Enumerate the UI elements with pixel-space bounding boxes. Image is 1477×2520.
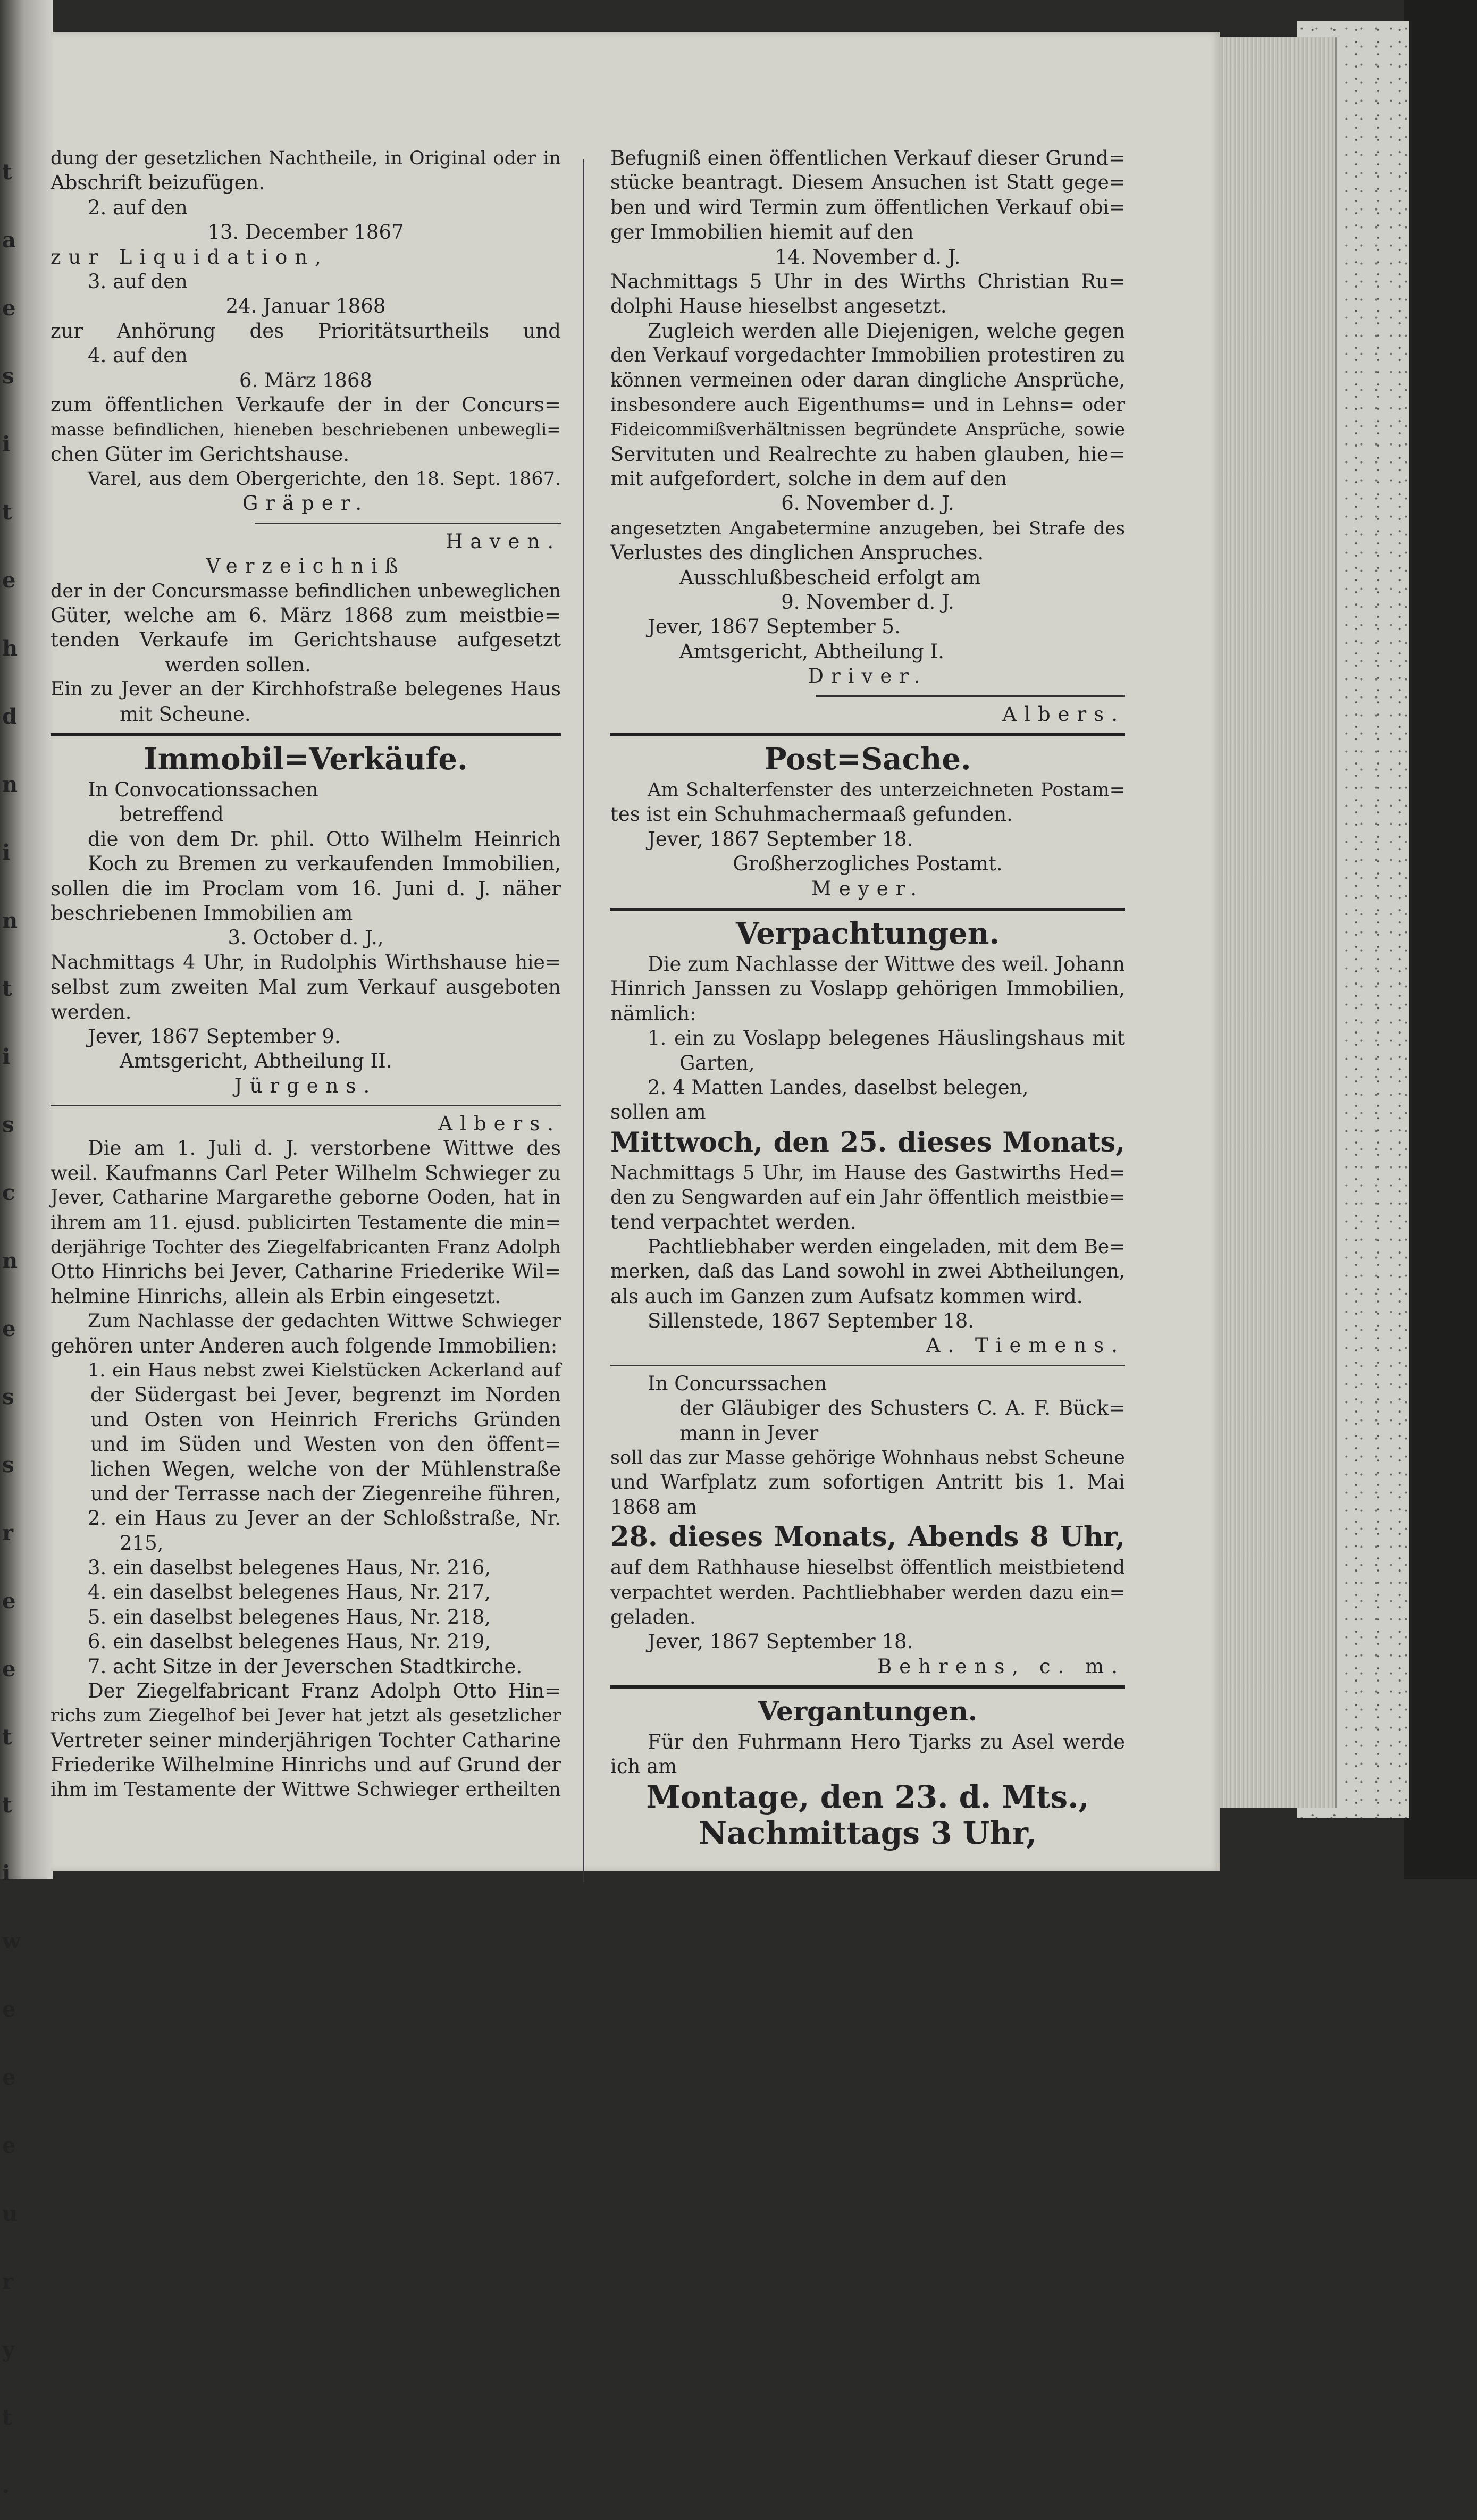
text-line: tes ist ein Schuhmachermaaß gefunden. — [610, 803, 1013, 826]
date-line: 6. November d. J. — [781, 492, 954, 515]
text-line: Jever, 1867 September 9. — [88, 1024, 341, 1048]
previous-page-letter: t — [2, 159, 12, 184]
previous-page-letter: t — [2, 1725, 12, 1750]
text-line: 1868 am — [610, 1495, 698, 1518]
text-line: ihrem am 11. ejusd. publicirten Testamente die min= — [51, 1212, 561, 1233]
previous-page-letter: i — [2, 1044, 11, 1069]
previous-page-letter: i — [2, 840, 11, 865]
text-line: Vertreter seiner minderjährigen Tochter Catharine — [51, 1728, 561, 1752]
text-line: In Concurssachen — [648, 1372, 827, 1395]
divider-rule — [610, 908, 1125, 911]
text-line: ger Immobilien hiemit auf den — [610, 221, 914, 244]
text-line: Hinrich Janssen zu Voslapp gehörigen Immobilien, — [610, 977, 1125, 1001]
text-line: können vermeinen oder daran dingliche Ansprüche, — [610, 369, 1125, 391]
text-line: Koch zu Bremen zu verkaufenden Immobilien, — [88, 852, 561, 876]
list-item: Garten, — [679, 1051, 755, 1074]
text-line: weil. Kaufmanns Carl Peter Wilhelm Schwieger zu — [51, 1161, 561, 1185]
divider-rule — [816, 695, 1125, 697]
text-line: angesetzten Angabetermine anzugeben, bei Strafe des — [610, 517, 1125, 539]
text-line: Varel, aus dem Obergerichte, den 18. Sept. 1867. — [88, 468, 561, 490]
text-line: betreffend — [120, 803, 224, 826]
text-line: auf dem Rathhause hieselbst öffentlich meistbietend — [610, 1557, 1125, 1579]
text-line: gehören unter Anderen auch folgende Immobilien: — [51, 1334, 558, 1357]
divider-rule — [610, 1685, 1125, 1689]
divider-rule — [610, 733, 1125, 736]
previous-page-letter: . — [2, 2473, 10, 2498]
text-line: 3. auf den — [88, 270, 188, 293]
text-line: Pachtliebhaber werden eingeladen, mit dem Be= — [648, 1236, 1126, 1258]
date-line: 9. November d. J. — [781, 591, 954, 614]
previous-page-letter: e — [2, 296, 16, 321]
list-item: und Osten von Heinrich Frerichs Gründen — [90, 1408, 561, 1431]
text-line: In Convocationssachen — [88, 778, 318, 801]
previous-page-letter: n — [2, 772, 18, 797]
text-line: Friederike Wilhelmine Hinrichs und auf Grund der — [51, 1753, 561, 1777]
section-heading: Verpachtungen. — [736, 915, 1000, 951]
text-line: Jever, Catharine Margarethe geborne Ooden, hat in — [51, 1187, 561, 1209]
list-item: 1. ein Haus nebst zwei Kielstücken Ackerland auf — [88, 1359, 561, 1381]
text-line: zur Liquidation, — [51, 245, 329, 268]
text-line: Nachmittags 5 Uhr, im Hause des Gastwirths Hed= — [610, 1162, 1125, 1184]
date-line: 24. Januar 1868 — [225, 295, 386, 318]
signature-line: Albers. — [1002, 702, 1125, 726]
date-line: 14. November d. J. — [775, 245, 961, 268]
previous-page-letter: t — [2, 1793, 12, 1818]
date-line: 13. December 1867 — [207, 221, 404, 244]
previous-page-edge — [0, 0, 53, 2498]
text-line: Amtsgericht, Abtheilung I. — [679, 640, 944, 663]
highlighted-date: Mittwoch, den 25. dieses Monats, — [610, 1126, 1125, 1158]
text-line: Otto Hinrichs bei Jever, Catharine Friederike Wil= — [51, 1260, 561, 1283]
text-line: Jever, 1867 September 18. — [648, 827, 913, 851]
text-line: Amtsgericht, Abtheilung II. — [120, 1049, 392, 1073]
left-column — [51, 146, 561, 1802]
list-item: 5. ein daselbst belegenes Haus, Nr. 218, — [88, 1605, 491, 1628]
text-line: Abschrift beizufügen. — [51, 171, 265, 195]
text-line: richs zum Ziegelhof bei Jever hat jetzt als gesetzlicher — [51, 1705, 561, 1727]
text-line: beschriebenen Immobilien am — [51, 901, 353, 925]
previous-page-letter: e — [2, 568, 16, 593]
signature-line: A. Tiemens. — [926, 1334, 1125, 1357]
list-item: lichen Wegen, welche von der Mühlenstraße — [90, 1457, 561, 1481]
divider-rule — [255, 523, 561, 524]
signature-line: Driver. — [808, 665, 928, 688]
divider-rule — [610, 1365, 1125, 1366]
previous-page-letter: s — [2, 1452, 14, 1477]
text-line: Großherzogliches Postamt. — [733, 852, 1003, 876]
text-line: tend verpachtet werden. — [610, 1211, 857, 1234]
column-divider — [583, 159, 584, 1882]
text-line: selbst zum zweiten Mal zum Verkauf ausgeboten — [51, 976, 561, 999]
previous-page-letter: i — [2, 1861, 11, 1886]
text-line: ben und wird Termin zum öffentlichen Verkauf obi= — [610, 196, 1125, 219]
text-line: helmine Hinrichs, allein als Erbin eingesetzt. — [51, 1284, 501, 1308]
divider-rule — [51, 1105, 561, 1106]
highlighted-time: Nachmittags 3 Uhr, — [699, 1815, 1037, 1851]
list-item: 6. ein daselbst belegenes Haus, Nr. 219, — [88, 1630, 491, 1653]
text-line: stücke beantragt. Diesem Ansuchen ist Statt gege= — [610, 172, 1125, 194]
section-heading: Vergantungen. — [758, 1695, 978, 1727]
list-item: und der Terrasse nach der Ziegenreihe führen, — [90, 1482, 561, 1505]
right-column — [610, 146, 1125, 1852]
text-line: Für den Fuhrmann Hero Tjarks zu Asel werde — [648, 1731, 1125, 1754]
text-line: der Gläubiger des Schusters C. A. F. Bück= — [679, 1397, 1125, 1420]
list-item: und im Süden und Westen von den öffent= — [90, 1433, 561, 1456]
signature-line: Jürgens. — [234, 1074, 377, 1097]
previous-page-letter: a — [2, 228, 16, 253]
previous-page-letters — [2, 138, 20, 2520]
previous-page-letter: i — [2, 432, 11, 457]
previous-page-letter: y — [2, 2337, 15, 2362]
previous-page-letter: r — [2, 2269, 14, 2294]
previous-page-letter: r — [2, 1521, 14, 1545]
text-line: die von dem Dr. phil. Otto Wilhelm Heinrich — [88, 827, 561, 851]
text-line: dolphi Hause hieselbst angesetzt. — [610, 295, 947, 318]
text-line: 2. auf den — [88, 196, 188, 219]
date-line: 6. März 1868 — [239, 368, 373, 392]
text-line: derjährige Tochter des Ziegelfabricanten Franz Adolph — [51, 1237, 561, 1258]
book-spine-shadow — [1404, 0, 1477, 1879]
date-line: 3. October d. J., — [228, 926, 384, 950]
previous-page-letter: w — [2, 1929, 21, 1954]
previous-page-letter: t — [2, 976, 12, 1001]
text-line: den zu Sengwarden auf ein Jahr öffentlich meistbie= — [610, 1187, 1125, 1209]
text-line: 4. auf den — [88, 344, 188, 367]
section-heading: Post=Sache. — [764, 741, 971, 777]
previous-page-letter: e — [2, 1316, 16, 1341]
list-item: 1. ein zu Voslapp belegenes Häuslingshaus mit — [648, 1027, 1125, 1050]
previous-page-letter: d — [2, 704, 17, 729]
list-item: der Südergast bei Jever, begrenzt im Norden — [90, 1383, 561, 1407]
text-line: tenden Verkaufe im Gerichtshause aufgesetzt — [51, 628, 561, 652]
text-line: Servituten und Realrechte zu haben glauben, hie= — [610, 442, 1125, 466]
text-line: Am Schalterfenster des unterzeichneten Postam= — [648, 779, 1125, 801]
text-line: Nachmittags 5 Uhr in des Wirths Christian Ru= — [610, 270, 1125, 293]
text-line: sollen am — [610, 1101, 706, 1124]
previous-page-letter: s — [2, 364, 14, 389]
previous-page-letter: s — [2, 1384, 14, 1409]
text-line: werden sollen. — [165, 653, 311, 676]
text-line: Jever, 1867 September 18. — [648, 1630, 913, 1653]
text-line: Befugniß einen öffentlichen Verkauf dieser Grund= — [610, 147, 1125, 170]
text-line: verpachtet werden. Pachtliebhaber werden dazu ein= — [610, 1582, 1125, 1603]
text-line: zum öffentlichen Verkaufe der in der Concurs= — [51, 393, 561, 416]
previous-page-letter: u — [2, 2201, 18, 2226]
text-line: merken, daß das Land sowohl in zwei Abtheilungen, — [610, 1261, 1125, 1283]
text-line: Der Ziegelfabricant Franz Adolph Otto Hin= — [88, 1679, 561, 1703]
signature-line: Meyer. — [811, 877, 924, 900]
previous-page-letter: e — [2, 1657, 16, 1682]
text-line: Sillenstede, 1867 September 18. — [648, 1309, 975, 1333]
previous-page-letter: e — [2, 1589, 16, 1614]
highlighted-date: 28. dieses Monats, Abends 8 Uhr, — [610, 1521, 1125, 1553]
text-line: und Warfplatz zum sofortigen Antritt bis 1. Mai — [610, 1471, 1125, 1494]
text-line: insbesondere auch Eigenthums= und in Lehns= oder — [610, 394, 1125, 416]
text-line: Ein zu Jever an der Kirchhofstraße belegenes Haus — [51, 678, 561, 701]
text-line: ihm im Testamente der Wittwe Schwieger ertheilten — [51, 1778, 561, 1801]
text-line: mit aufgefordert, solche in dem auf den — [610, 467, 1007, 491]
previous-page-letter: t — [2, 500, 12, 525]
text-line: Nachmittags 4 Uhr, in Rudolphis Wirthshause hie= — [51, 951, 561, 973]
text-line: als auch im Ganzen zum Aufsatz kommen wird. — [610, 1284, 1083, 1308]
text-line: zur Anhörung des Prioritätsurtheils und — [51, 319, 561, 342]
text-line: Fideicommißverhältnissen begründete Ansprüche, sowie — [610, 419, 1125, 440]
text-line: mit Scheune. — [120, 702, 251, 726]
text-line: Jever, 1867 September 5. — [648, 615, 901, 639]
text-line: Verlustes des dinglichen Anspruches. — [610, 541, 984, 565]
text-line: Güter, welche am 6. März 1868 zum meistbie= — [51, 604, 561, 627]
previous-page-letter: n — [2, 1248, 18, 1273]
text-line: nämlich: — [610, 1002, 696, 1025]
text-line: Die am 1. Juli d. J. verstorbene Wittwe des — [88, 1137, 561, 1160]
text-line: Die zum Nachlasse der Wittwe des weil. Johann — [648, 952, 1125, 976]
list-item: 7. acht Sitze in der Jeverschen Stadtkirche. — [88, 1654, 523, 1678]
signature-line: Haven. — [446, 530, 561, 553]
list-item: 4. ein daselbst belegenes Haus, Nr. 217, — [88, 1581, 491, 1604]
previous-page-letter: t — [2, 2405, 12, 2430]
list-item: 2. ein Haus zu Jever an der Schloßstraße, Nr. — [88, 1507, 561, 1530]
list-item: 215, — [120, 1531, 164, 1555]
signature-line: Behrens, c. m. — [877, 1654, 1125, 1678]
divider-rule — [51, 733, 561, 736]
signature-line: Gräper. — [242, 492, 370, 515]
text-line: dung der gesetzlichen Nachtheile, in Original oder in — [51, 148, 561, 169]
section-subtitle: Verzeichniß — [206, 555, 406, 578]
previous-page-letter: e — [2, 1997, 16, 2022]
text-line: Zugleich werden alle Diejenigen, welche gegen — [648, 319, 1125, 342]
text-line: ich am — [610, 1755, 677, 1778]
text-line: geladen. — [610, 1605, 696, 1628]
list-item: 3. ein daselbst belegenes Haus, Nr. 216, — [88, 1556, 491, 1580]
highlighted-date: Montage, den 23. d. Mts., — [646, 1778, 1089, 1815]
previous-page-letter: n — [2, 908, 18, 933]
text-line: der in der Concursmasse befindlichen unbeweglichen — [51, 580, 561, 602]
text-line: Zum Nachlasse der gedachten Wittwe Schwieger — [88, 1311, 561, 1332]
previous-page-letter: h — [2, 636, 18, 661]
previous-page-letter: c — [2, 1180, 15, 1205]
signature-line: Albers. — [438, 1112, 561, 1136]
text-line: masse befindlichen, hieneben beschriebenen unbewegli= — [51, 419, 561, 440]
text-line: mann in Jever — [679, 1421, 819, 1444]
text-line: werden. — [51, 1000, 132, 1023]
text-line: Ausschlußbescheid erfolgt am — [679, 566, 981, 589]
section-heading: Immobil=Verkäufe. — [144, 741, 468, 777]
previous-page-letter: e — [2, 2133, 16, 2158]
text-line: sollen die im Proclam vom 16. Juni d. J. näher — [51, 877, 561, 900]
list-item: 2. 4 Matten Landes, daselbst belegen, — [648, 1076, 1029, 1099]
text-line: soll das zur Masse gehörige Wohnhaus nebst Scheune — [610, 1447, 1125, 1468]
previous-page-letter: s — [2, 1112, 14, 1137]
text-line: den Verkauf vorgedachter Immobilien protestiren zu — [610, 345, 1125, 367]
previous-page-letter: e — [2, 2065, 16, 2090]
text-line: chen Güter im Gerichtshause. — [51, 442, 350, 466]
